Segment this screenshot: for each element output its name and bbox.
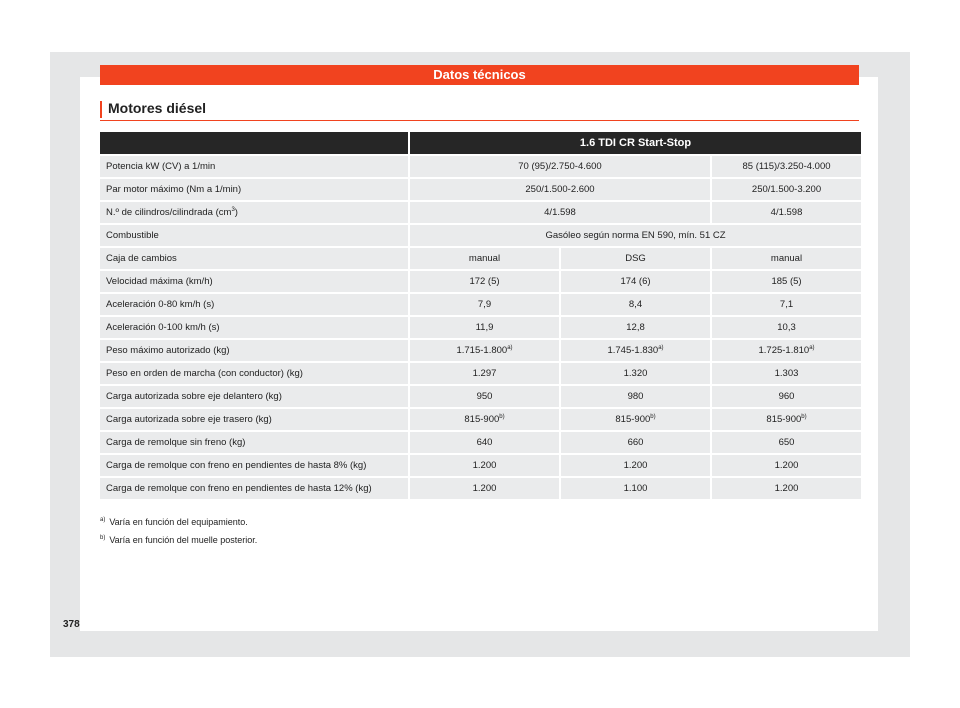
value-text: 1.200 xyxy=(774,483,799,494)
page-number: 378 xyxy=(63,619,80,630)
row-label xyxy=(100,179,408,200)
value-text: 1.715-1.800 xyxy=(456,345,508,356)
value-text: 250/1.500-3.200 xyxy=(751,184,822,195)
value-cell xyxy=(410,478,559,499)
value-text: 1.303 xyxy=(774,368,799,379)
row-label xyxy=(100,478,408,499)
value-text: 4/1.598 xyxy=(770,207,803,218)
value-cell xyxy=(410,455,559,476)
table-row xyxy=(100,432,861,453)
value-cell xyxy=(561,294,710,315)
value-text: 1.200 xyxy=(472,483,497,494)
value-cell xyxy=(712,294,861,315)
value-cell xyxy=(712,386,861,407)
value-cell xyxy=(561,340,710,361)
value-text: 1.100 xyxy=(623,483,648,494)
value-cell xyxy=(712,317,861,338)
spec-table-body xyxy=(100,156,861,499)
row-label xyxy=(100,432,408,453)
row-label xyxy=(100,386,408,407)
footnote-ref: a) xyxy=(658,344,664,351)
table-row xyxy=(100,340,861,361)
footnote-text: Varía en función del equipamiento. xyxy=(109,517,248,527)
footnote-ref: a) xyxy=(507,344,513,351)
value-text: 12,8 xyxy=(626,322,645,333)
value-text: 1.200 xyxy=(774,460,799,471)
value-text: 174 (6) xyxy=(620,276,651,287)
row-label xyxy=(100,409,408,430)
value-cell xyxy=(410,340,559,361)
value-cell xyxy=(712,248,861,269)
value-text: 1.297 xyxy=(472,368,497,379)
table-row xyxy=(100,271,861,292)
value-text: 1.320 xyxy=(623,368,648,379)
value-cell xyxy=(410,156,710,177)
table-row xyxy=(100,409,861,430)
value-cell xyxy=(712,179,861,200)
value-text: 11,9 xyxy=(475,322,494,333)
value-text: 8,4 xyxy=(628,299,643,310)
title-divider xyxy=(100,120,859,121)
footnote-b xyxy=(100,530,257,548)
value-text: 1.745-1.830 xyxy=(607,345,659,356)
page-title: Motores diésel xyxy=(108,100,207,116)
row-label-suffix: ) xyxy=(234,207,238,218)
row-label-text: Carga de remolque con freno en pendientes de hasta 8% (kg) xyxy=(106,460,367,471)
header-blank-cell xyxy=(100,132,408,154)
row-label xyxy=(100,225,408,246)
value-text: 1.725-1.810 xyxy=(758,345,810,356)
value-text: 70 (95)/2.750-4.600 xyxy=(518,161,602,172)
row-label-text: Aceleración 0-100 km/h (s) xyxy=(106,322,220,333)
row-label-text: Peso en orden de marcha (con conductor) (kg) xyxy=(106,368,303,379)
value-cell xyxy=(561,432,710,453)
table-header-row xyxy=(100,132,861,154)
value-cell xyxy=(410,202,710,223)
value-cell xyxy=(561,409,710,430)
title-accent-bar xyxy=(100,101,102,118)
value-cell xyxy=(410,317,559,338)
value-cell xyxy=(712,202,861,223)
value-text: 10,3 xyxy=(777,322,796,333)
engine-header: 1.6 TDI CR Start-Stop xyxy=(410,132,861,154)
value-text: 1.200 xyxy=(472,460,497,471)
value-text: 172 (5) xyxy=(469,276,500,287)
value-cell xyxy=(410,179,710,200)
value-cell xyxy=(561,386,710,407)
footnotes xyxy=(100,512,257,548)
value-cell xyxy=(712,271,861,292)
value-text: 185 (5) xyxy=(771,276,802,287)
row-label-text: Velocidad máxima (km/h) xyxy=(106,276,213,287)
row-label xyxy=(100,455,408,476)
value-text: 4/1.598 xyxy=(544,207,576,218)
value-text: 1.200 xyxy=(623,460,648,471)
value-cell xyxy=(410,409,559,430)
row-label-text: Carga de remolque sin freno (kg) xyxy=(106,437,246,448)
value-cell xyxy=(410,363,559,384)
value-text: 815-900 xyxy=(464,414,500,425)
value-cell xyxy=(410,271,559,292)
value-cell xyxy=(561,317,710,338)
row-label xyxy=(100,340,408,361)
section-banner: Datos técnicos xyxy=(100,65,859,85)
value-text: manual xyxy=(468,253,501,264)
row-label-superscript: 3 xyxy=(231,206,235,213)
table-row xyxy=(100,294,861,315)
row-label xyxy=(100,248,408,269)
value-text: 960 xyxy=(778,391,795,402)
spec-table xyxy=(98,130,863,501)
footnote-a xyxy=(100,512,257,530)
footnote-ref: a) xyxy=(809,344,815,351)
table-row xyxy=(100,225,861,246)
value-text: 815-900 xyxy=(615,414,651,425)
value-text: 950 xyxy=(476,391,493,402)
value-text: 250/1.500-2.600 xyxy=(525,184,595,195)
row-label-text: Aceleración 0-80 km/h (s) xyxy=(106,299,215,310)
row-label xyxy=(100,363,408,384)
row-label-text: Potencia kW (CV) a 1/min xyxy=(106,161,216,172)
footnote-text: Varía en función del muelle posterior. xyxy=(109,535,258,545)
value-cell xyxy=(561,248,710,269)
row-label xyxy=(100,271,408,292)
row-label xyxy=(100,317,408,338)
row-label-text: Carga de remolque con freno en pendientes de hasta 12% (kg) xyxy=(106,483,372,494)
value-text: DSG xyxy=(625,253,646,264)
value-cell xyxy=(712,432,861,453)
footnote-mark: b) xyxy=(100,535,106,541)
value-cell xyxy=(561,478,710,499)
value-text: 650 xyxy=(778,437,795,448)
value-text: manual xyxy=(770,253,803,264)
value-cell xyxy=(712,156,861,177)
row-label-text: Caja de cambios xyxy=(106,253,177,264)
table-row xyxy=(100,455,861,476)
value-text: 640 xyxy=(476,437,493,448)
value-text: 660 xyxy=(627,437,644,448)
value-text: 980 xyxy=(627,391,644,402)
row-label-text: N.º de cilindros/cilindrada (cm xyxy=(106,207,232,218)
value-text: 815-900 xyxy=(766,414,802,425)
row-label-text: Combustible xyxy=(106,230,159,241)
row-label-text: Carga autorizada sobre eje trasero (kg) xyxy=(106,414,272,425)
footnote-ref: b) xyxy=(499,413,505,420)
value-cell xyxy=(561,363,710,384)
value-cell xyxy=(712,478,861,499)
table-row xyxy=(100,478,861,499)
value-cell xyxy=(410,294,559,315)
table-row xyxy=(100,202,861,223)
value-cell xyxy=(712,363,861,384)
row-label-text: Carga autorizada sobre eje delantero (kg) xyxy=(106,391,282,402)
value-cell xyxy=(410,225,861,246)
table-row xyxy=(100,179,861,200)
table-row xyxy=(100,248,861,269)
value-cell xyxy=(410,386,559,407)
row-label xyxy=(100,202,408,223)
value-text: 7,9 xyxy=(477,299,492,310)
table-row xyxy=(100,317,861,338)
value-cell xyxy=(410,248,559,269)
row-label-text: Par motor máximo (Nm a 1/min) xyxy=(106,184,242,195)
value-text: Gasóleo según norma EN 590, mín. 51 CZ xyxy=(545,230,726,241)
value-text: 7,1 xyxy=(779,299,794,310)
row-label xyxy=(100,294,408,315)
value-cell xyxy=(712,340,861,361)
row-label-text: Peso máximo autorizado (kg) xyxy=(106,345,230,356)
table-row xyxy=(100,156,861,177)
footnote-ref: b) xyxy=(650,413,656,420)
table-row xyxy=(100,386,861,407)
value-cell xyxy=(561,271,710,292)
footnote-mark: a) xyxy=(100,517,106,523)
value-cell xyxy=(712,455,861,476)
value-cell xyxy=(410,432,559,453)
value-text: 85 (115)/3.250-4.000 xyxy=(742,161,831,172)
row-label xyxy=(100,156,408,177)
footnote-ref: b) xyxy=(801,413,807,420)
value-cell xyxy=(712,409,861,430)
table-row xyxy=(100,363,861,384)
value-cell xyxy=(561,455,710,476)
